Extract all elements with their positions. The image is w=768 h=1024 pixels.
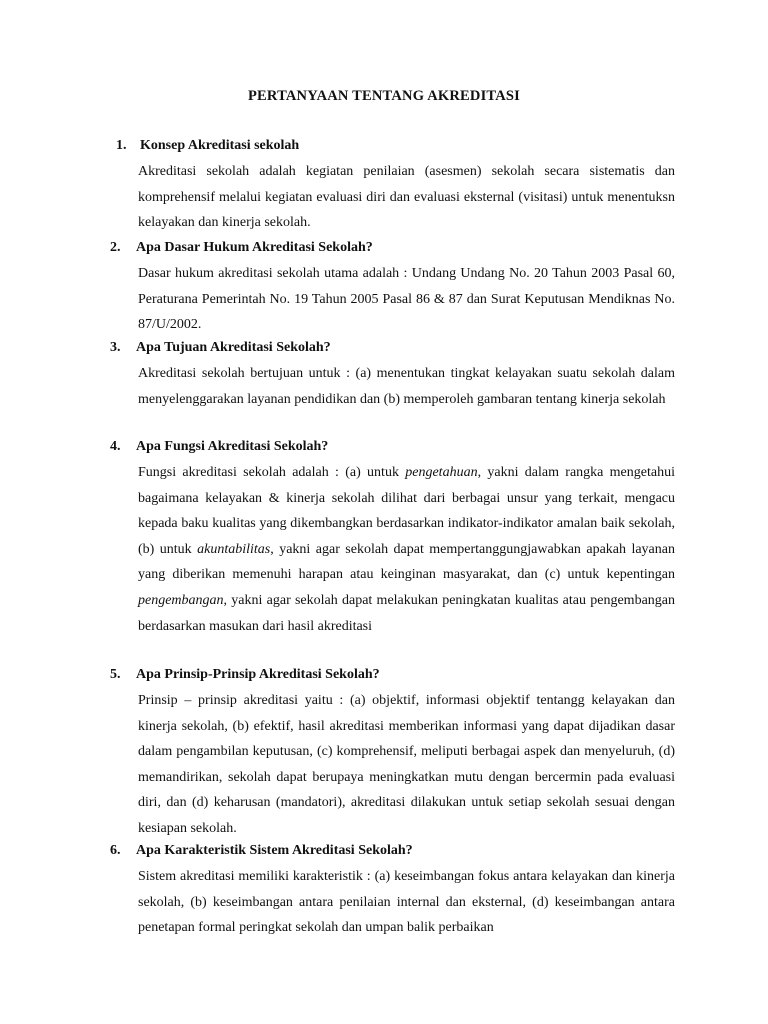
- answer-emphasis-pengembangan: pengembangan: [138, 592, 224, 608]
- question-text: Apa Fungsi Akreditasi Sekolah?: [136, 439, 329, 454]
- answer-text: Akreditasi sekolah adalah kegiatan penilaian (asesmen) sekolah secara sistematis dan komprehensif melalui kegiatan evaluasi diri dan evaluasi eksternal (visitasi) untuk menentuksn kelayakan dan kinerja sekolah.: [138, 164, 675, 231]
- question-number: 3.: [110, 340, 121, 355]
- question-text: Apa Prinsip-Prinsip Akreditasi Sekolah?: [136, 667, 380, 682]
- question-item-1: [110, 133, 675, 236]
- question-text: Apa Dasar Hukum Akreditasi Sekolah?: [136, 240, 373, 255]
- answer-segment: Fungsi akreditasi sekolah adalah : (a) untuk: [138, 465, 406, 480]
- answer-text: Akreditasi sekolah bertujuan untuk : (a) menentukan tingkat kelayakan suatu sekolah dalam menyelenggarakan layanan pendidikan dan (b) memperoleh gambaran tentang kinerja sekolah: [138, 366, 675, 407]
- question-heading: [110, 662, 675, 688]
- question-heading: [110, 838, 675, 864]
- question-number: 4.: [110, 439, 121, 454]
- answer-segment: , yakni agar sekolah dapat melakukan peningkatan kualitas atau pengembangan berdasarkan masukan dari hasil akreditasi: [138, 592, 675, 634]
- answer-text: Dasar hukum akreditasi sekolah utama adalah : Undang Undang No. 20 Tahun 2003 Pasal 60, Peraturana Pemerintah No. 19 Tahun 2005 Pasal 86 & 87 dan Surat Keputusan Mendiknas No. 87/U/2002.: [138, 266, 675, 333]
- answer-segment: , yakni dalam rangka mengetahui bagaimana kelayakan & kinerja sekolah dilihat dari berbagai unsur yang terkait, mengacu kepada baku kualitas yang dikembangkan berdasarkan indikator-indikator amalan baik sekolah, (b) untuk: [138, 465, 675, 557]
- question-heading: [110, 133, 675, 159]
- answer-text: Sistem akreditasi memiliki karakteristik : (a) keseimbangan fokus antara kelayakan dan kinerja sekolah, (b) keseimbangan antara penilaian internal dan eksternal, (d) keseimbangan antara penetapan formal peringkat sekolah dan umpan balik perbaikan: [138, 869, 675, 936]
- question-heading: [110, 235, 675, 261]
- question-item-5: [110, 662, 675, 842]
- question-number: 2.: [110, 240, 121, 255]
- question-item-6: [110, 838, 675, 941]
- question-text: Konsep Akreditasi sekolah: [140, 138, 300, 153]
- answer-emphasis-pengetahuan: pengetahuan: [405, 465, 478, 480]
- document-title: PERTANYAAN TENTANG AKREDITASI: [248, 88, 520, 104]
- question-heading: [110, 335, 675, 361]
- answer-segment: , yakni agar sekolah dapat mempertanggungjawabkan apakah layanan yang diberikan memenuhi harapan atau keinginan masyarakat, dan (c) untuk kepentingan: [138, 541, 675, 583]
- answer-emphasis-akuntabilitas: akuntabilitas: [197, 541, 271, 557]
- question-number: 5.: [110, 667, 121, 682]
- question-item-4: [110, 434, 675, 639]
- question-item-2: [110, 235, 675, 338]
- answer-text: [138, 460, 675, 639]
- question-number: 6.: [110, 843, 121, 858]
- question-heading: [110, 434, 675, 460]
- answer-text: Prinsip – prinsip akreditasi yaitu : (a) objektif, informasi objektif tentangg kelayakan dan kinerja sekolah, (b) efektif, hasil akreditasi memberikan informasi yang dapat dijadikan dasar dalam pengambilan keputusan, (c) komprehensif, meliputi berbagai aspek dan menyeluruh, (d) memandirikan, sekolah dapat berupaya meningkatkan mutu dengan bercermin pada evaluasi diri, dan (d) keharusan (mandatori), akreditasi dilakukan untuk setiap sekolah sesuai dengan kesiapan sekolah.: [138, 693, 675, 836]
- question-number: 1.: [116, 138, 127, 153]
- question-item-3: [110, 335, 675, 412]
- question-text: Apa Karakteristik Sistem Akreditasi Sekolah?: [136, 843, 413, 858]
- question-text: Apa Tujuan Akreditasi Sekolah?: [136, 340, 331, 355]
